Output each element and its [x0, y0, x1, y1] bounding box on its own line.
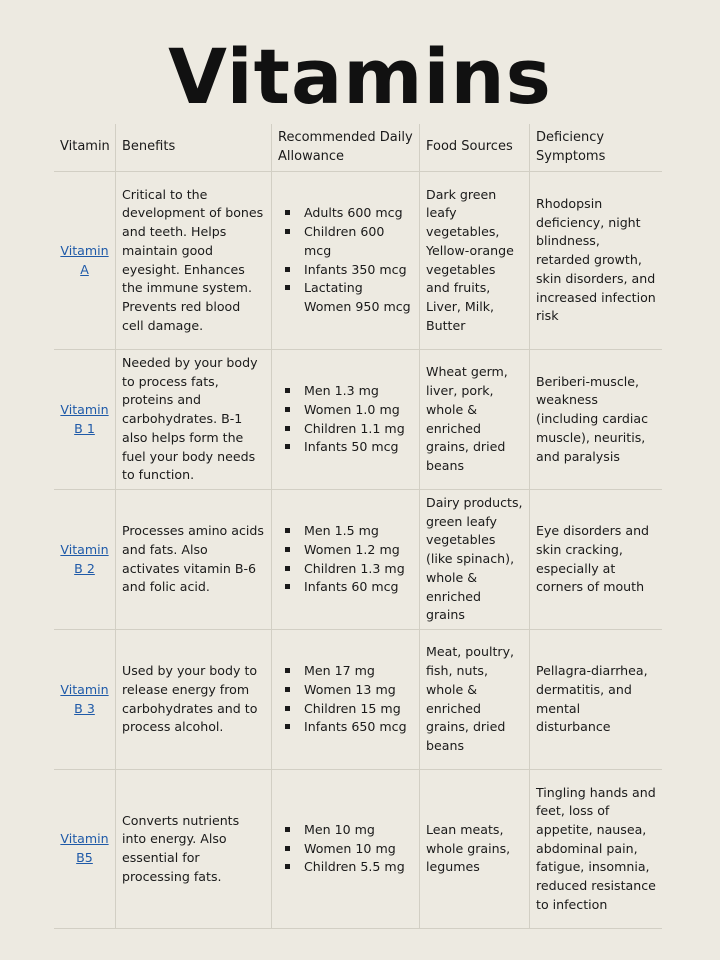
- rda-item: Men 1.3 mg: [278, 382, 413, 401]
- vitamins-table: [54, 124, 662, 929]
- rda-item: Infants 60 mcg: [278, 578, 413, 597]
- vitamin-link[interactable]: Vitamin B 3: [60, 681, 109, 716]
- header-benefits: Benefits: [116, 124, 272, 172]
- header-deficiency: Deficiency Symptoms: [530, 124, 662, 172]
- table-row: [54, 490, 662, 630]
- vitamin-cell: [54, 770, 116, 929]
- rda-item: Lactating Women 950 mcg: [278, 279, 413, 316]
- header-rda: Recommended Daily Allowance: [272, 124, 420, 172]
- rda-cell: [272, 770, 420, 929]
- deficiency-cell: Eye disorders and skin cracking, especially at corners of mouth: [530, 490, 662, 630]
- rda-item: Men 1.5 mg: [278, 522, 413, 541]
- rda-list: [278, 522, 413, 597]
- rda-item: Women 1.0 mg: [278, 401, 413, 420]
- header-food-sources: Food Sources: [420, 124, 530, 172]
- deficiency-cell: Beriberi-muscle, weakness (including cardiac muscle), neuritis, and paralysis: [530, 350, 662, 490]
- vitamin-link[interactable]: Vitamin A: [60, 242, 109, 277]
- rda-item: Children 15 mg: [278, 700, 413, 719]
- rda-item: Infants 650 mcg: [278, 718, 413, 737]
- rda-cell: [272, 350, 420, 490]
- rda-item: Women 13 mg: [278, 681, 413, 700]
- rda-item: Infants 350 mcg: [278, 261, 413, 280]
- deficiency-cell: Rhodopsin deficiency, night blindness, retarded growth, skin disorders, and increased infection risk: [530, 172, 662, 350]
- benefits-cell: Processes amino acids and fats. Also activates vitamin B-6 and folic acid.: [116, 490, 272, 630]
- food-sources-cell: Meat, poultry, fish, nuts, whole & enriched grains, dried beans: [420, 630, 530, 770]
- rda-list: [278, 821, 413, 877]
- food-sources-cell: Dairy products, green leafy vegetables (like spinach), whole & enriched grains: [420, 490, 530, 630]
- rda-item: Men 10 mg: [278, 821, 413, 840]
- benefits-cell: Needed by your body to process fats, proteins and carbohydrates. B-1 also helps form the fuel your body needs to function.: [116, 350, 272, 490]
- rda-item: Children 600 mcg: [278, 223, 413, 260]
- rda-item: Infants 50 mcg: [278, 438, 413, 457]
- header-vitamin: Vitamin: [54, 124, 116, 172]
- vitamin-cell: [54, 172, 116, 350]
- rda-cell: [272, 490, 420, 630]
- rda-list: [278, 204, 413, 316]
- table-row: [54, 630, 662, 770]
- rda-item: Women 1.2 mg: [278, 541, 413, 560]
- table-row: [54, 770, 662, 929]
- rda-item: Children 5.5 mg: [278, 858, 413, 877]
- vitamin-cell: [54, 630, 116, 770]
- rda-list: [278, 382, 413, 457]
- vitamins-table-container: [54, 124, 662, 929]
- rda-cell: [272, 630, 420, 770]
- table-row: [54, 172, 662, 350]
- deficiency-cell: Pellagra-diarrhea, dermatitis, and mental disturbance: [530, 630, 662, 770]
- page-title: Vitamins: [168, 32, 552, 121]
- food-sources-cell: Dark green leafy vegetables, Yellow-orange vegetables and fruits, Liver, Milk, Butter: [420, 172, 530, 350]
- benefits-cell: Converts nutrients into energy. Also essential for processing fats.: [116, 770, 272, 929]
- rda-item: Children 1.3 mg: [278, 560, 413, 579]
- rda-item: Men 17 mg: [278, 662, 413, 681]
- vitamin-cell: [54, 490, 116, 630]
- vitamin-link[interactable]: Vitamin B5: [60, 831, 109, 865]
- vitamin-link[interactable]: Vitamin B 2: [60, 541, 109, 576]
- deficiency-cell: Tingling hands and feet, loss of appetite, nausea, abdominal pain, fatigue, insomnia, reduced resistance to infection: [530, 770, 662, 929]
- rda-item: Adults 600 mcg: [278, 204, 413, 223]
- vitamin-link[interactable]: Vitamin B 1: [60, 401, 109, 436]
- table-header-row: [54, 124, 662, 172]
- rda-item: Women 10 mg: [278, 840, 413, 859]
- vitamin-cell: [54, 350, 116, 490]
- table-row: [54, 350, 662, 490]
- rda-cell: [272, 172, 420, 350]
- food-sources-cell: Wheat germ, liver, pork, whole & enriched grains, dried beans: [420, 350, 530, 490]
- benefits-cell: Critical to the development of bones and teeth. Helps maintain good eyesight. Enhances the immune system. Prevents red blood cell damage.: [116, 172, 272, 350]
- food-sources-cell: Lean meats, whole grains, legumes: [420, 770, 530, 929]
- benefits-cell: Used by your body to release energy from carbohydrates and to process alcohol.: [116, 630, 272, 770]
- rda-item: Children 1.1 mg: [278, 420, 413, 439]
- rda-list: [278, 662, 413, 737]
